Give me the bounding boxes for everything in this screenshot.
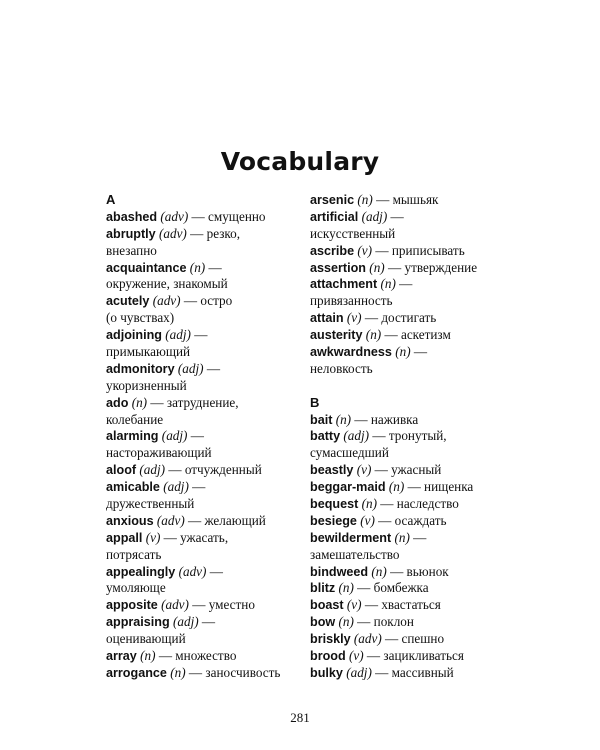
entry-word: aloof [106, 463, 137, 478]
entry-part-of-speech: (v) [346, 310, 362, 326]
vocabulary-entry [106, 327, 311, 344]
entry-word: apposite [106, 598, 158, 613]
entry-word: alarming [106, 429, 159, 444]
vocabulary-entry [310, 513, 510, 530]
entry-part-of-speech: (adj) [361, 208, 388, 224]
left-column [106, 192, 311, 682]
vocabulary-entry [310, 648, 510, 665]
vocabulary-entry [310, 614, 510, 631]
vocabulary-entry [106, 597, 311, 614]
entry-word: batty [310, 429, 341, 444]
vocabulary-entry [106, 293, 311, 310]
entry-translation: — [409, 529, 427, 545]
entry-translation: — желающий [184, 512, 266, 528]
entry-word: beastly [310, 463, 354, 478]
entry-part-of-speech: (n) [189, 259, 206, 275]
entry-word: artificial [310, 209, 359, 224]
entry-translation: — поклон [353, 614, 414, 630]
entry-translation: — наследство [376, 496, 459, 512]
entry-part-of-speech: (adj) [172, 614, 199, 630]
entry-translation: — отчужденный [165, 462, 262, 478]
entry-translation: — спешно [381, 631, 445, 647]
entry-part-of-speech: (n) [395, 344, 411, 360]
page-title: Vocabulary [220, 147, 380, 176]
entry-part-of-speech: (n) [361, 496, 377, 512]
entry-word: attachment [310, 277, 378, 292]
entry-translation: — приписывать [372, 242, 465, 258]
entry-continuation: сумасшедший [310, 445, 389, 461]
entry-continuation: оценивающий [106, 631, 186, 647]
entry-part-of-speech: (n) [388, 479, 405, 495]
entry-part-of-speech: (adj) [165, 327, 191, 343]
entry-part-of-speech: (v) [145, 529, 161, 545]
entry-continuation: умоляюще [106, 580, 166, 596]
entry-part-of-speech: (n) [369, 259, 385, 275]
entry-word: bait [310, 412, 333, 427]
vocabulary-entry [106, 361, 311, 378]
entry-translation: — [187, 428, 204, 444]
entry-translation: — резко, [186, 225, 241, 241]
entry-continuation: (о чувствах) [106, 310, 175, 326]
entry-part-of-speech: (n) [170, 664, 186, 680]
entry-word: appealingly [106, 564, 176, 579]
entry-word: acquaintance [106, 260, 187, 275]
entry-part-of-speech: (adv) [178, 563, 207, 579]
entry-translation: — [410, 344, 428, 360]
entry-part-of-speech: (adv) [161, 597, 189, 613]
entry-translation: — [206, 563, 223, 579]
entry-part-of-speech: (n) [131, 394, 148, 410]
entry-word: beggar-maid [310, 480, 386, 495]
entry-word: appall [106, 530, 143, 545]
entry-word: array [106, 649, 137, 664]
entry-part-of-speech: (n) [335, 411, 352, 427]
entry-translation: — [203, 360, 220, 376]
entry-part-of-speech: (adv) [156, 512, 185, 528]
vocabulary-entry [310, 327, 510, 344]
entry-translation: — [205, 259, 222, 275]
entry-translation: — множество [155, 648, 237, 664]
entry-translation: — достигать [361, 310, 437, 326]
vocabulary-entry [310, 310, 510, 327]
entry-word: austerity [310, 328, 363, 343]
vocabulary-entry [310, 412, 510, 429]
entry-translation: — бомбежка [353, 580, 429, 596]
vocabulary-entry [310, 496, 510, 513]
entry-part-of-speech: (adv) [160, 208, 189, 224]
entry-part-of-speech: (n) [380, 276, 396, 292]
vocabulary-entry [106, 428, 311, 445]
entry-word: besiege [310, 513, 357, 528]
entry-translation: — затруднение, [147, 394, 239, 410]
vocabulary-entry [310, 462, 510, 479]
entry-part-of-speech: (adj) [346, 664, 372, 680]
vocabulary-entry [106, 513, 311, 530]
entry-word: bindweed [310, 564, 369, 579]
entry-part-of-speech: (adv) [353, 631, 382, 647]
vocabulary-entry [106, 665, 311, 682]
entry-word: briskly [310, 632, 351, 647]
entry-translation: — зацикливаться [363, 648, 464, 664]
entry-translation: — [395, 276, 413, 292]
entry-part-of-speech: (adj) [163, 479, 189, 495]
entry-word: bequest [310, 497, 359, 512]
vocabulary-entry [310, 631, 510, 648]
vocabulary-entry [310, 580, 510, 597]
entry-continuation: окружение, знакомый [106, 276, 228, 292]
entry-part-of-speech: (n) [365, 327, 382, 343]
vocabulary-entry [310, 209, 510, 226]
entry-continuation: колебание [106, 411, 164, 427]
entry-word: arrogance [106, 665, 167, 680]
entry-part-of-speech: (v) [357, 242, 373, 258]
entry-word: blitz [310, 581, 336, 596]
vocabulary-entry [310, 597, 510, 614]
entry-part-of-speech: (n) [140, 648, 156, 664]
entry-translation: — остро [180, 293, 233, 309]
entry-part-of-speech: (adj) [139, 462, 166, 478]
entry-word: bewilderment [310, 530, 392, 545]
entry-continuation: внезапно [106, 242, 157, 258]
entry-translation: — осаждать [374, 512, 447, 528]
entry-word: brood [310, 649, 346, 664]
entry-translation: — [387, 208, 404, 224]
entry-word: amicable [106, 480, 160, 495]
entry-word: boast [310, 598, 344, 613]
vocabulary-entry [310, 276, 510, 293]
entry-continuation: потрясать [106, 546, 162, 562]
entry-continuation: укоризненный [106, 377, 187, 393]
entry-translation: — утверждение [384, 259, 478, 275]
vocabulary-entry [106, 395, 311, 412]
entry-word: ado [106, 395, 129, 410]
entry-word: arsenic [310, 193, 355, 207]
entry-word: adjoining [106, 328, 162, 343]
entry-translation: — ужасный [371, 462, 442, 478]
entry-part-of-speech: (v) [356, 462, 372, 478]
vocabulary-entry [310, 428, 510, 445]
entry-continuation: настораживающий [106, 445, 212, 461]
vocabulary-entry [310, 243, 510, 260]
entry-word: attain [310, 311, 344, 326]
vocabulary-entry [310, 192, 510, 209]
vocabulary-entry [310, 665, 510, 682]
entry-word: ascribe [310, 243, 355, 258]
vocabulary-entry [310, 564, 510, 581]
page-number: 281 [290, 710, 310, 725]
vocabulary-entry [106, 226, 311, 243]
entry-translation: — нищенка [404, 479, 474, 495]
entry-part-of-speech: (adj) [177, 360, 204, 376]
entry-word: abruptly [106, 226, 156, 241]
entry-translation: — [188, 479, 206, 495]
entry-word: anxious [106, 513, 154, 528]
entry-translation: — аскетизм [381, 327, 451, 343]
section-gap [310, 378, 510, 395]
entry-continuation: дружественный [106, 496, 195, 512]
entry-translation: — наживка [351, 411, 419, 427]
entry-translation: — мышьяк [372, 192, 439, 207]
entry-part-of-speech: (n) [394, 529, 410, 545]
entry-part-of-speech: (adj) [343, 428, 370, 444]
entry-translation: — массивный [371, 664, 454, 680]
entry-continuation: замешательство [310, 546, 400, 562]
vocabulary-entry [106, 462, 311, 479]
entry-part-of-speech: (adj) [161, 428, 188, 444]
entry-translation: — хвастаться [361, 597, 441, 613]
entry-part-of-speech: (adv) [152, 293, 181, 309]
entry-continuation: примыкающий [106, 344, 191, 360]
entry-word: bow [310, 615, 336, 630]
vocabulary-entry [106, 209, 311, 226]
right-column [310, 192, 510, 682]
entry-continuation: искусственный [310, 225, 396, 241]
entry-part-of-speech: (n) [371, 563, 387, 579]
vocabulary-entry [310, 530, 510, 547]
entry-translation: — уместно [188, 597, 255, 613]
entry-continuation: привязанность [310, 293, 393, 309]
vocabulary-entry [106, 479, 311, 496]
vocabulary-entry [106, 260, 311, 277]
vocabulary-entry [106, 648, 311, 665]
vocabulary-entry [106, 564, 311, 581]
entry-word: assertion [310, 260, 366, 275]
section-letter-heading: A [106, 192, 116, 207]
entry-word: admonitory [106, 361, 175, 376]
entry-word: awkwardness [310, 345, 392, 360]
entry-part-of-speech: (n) [338, 614, 354, 630]
entry-word: abashed [106, 209, 158, 224]
entry-translation: — ужасать, [160, 529, 229, 545]
vocabulary-entry [106, 614, 311, 631]
entry-translation: — тронутый, [369, 428, 447, 444]
vocabulary-entry [310, 260, 510, 277]
vocabulary-entry [106, 530, 311, 547]
entry-part-of-speech: (n) [338, 580, 354, 596]
vocabulary-entry [310, 344, 510, 361]
entry-word: acutely [106, 294, 150, 309]
entry-translation: — [190, 327, 208, 343]
entry-part-of-speech: (v) [348, 648, 364, 664]
entry-translation: — вьюнок [386, 563, 449, 579]
section-letter-heading: B [310, 394, 320, 410]
entry-word: appraising [106, 615, 170, 630]
entry-translation: — смущенно [188, 208, 266, 224]
entry-word: bulky [310, 665, 343, 680]
entry-part-of-speech: (v) [360, 512, 375, 528]
entry-part-of-speech: (adv) [158, 225, 187, 241]
entry-part-of-speech: (n) [357, 192, 373, 207]
vocabulary-entry [310, 479, 510, 496]
entry-translation: — заносчивость [185, 664, 281, 680]
entry-translation: — [198, 614, 216, 630]
entry-part-of-speech: (v) [346, 597, 362, 613]
entry-continuation: неловкость [310, 360, 373, 376]
